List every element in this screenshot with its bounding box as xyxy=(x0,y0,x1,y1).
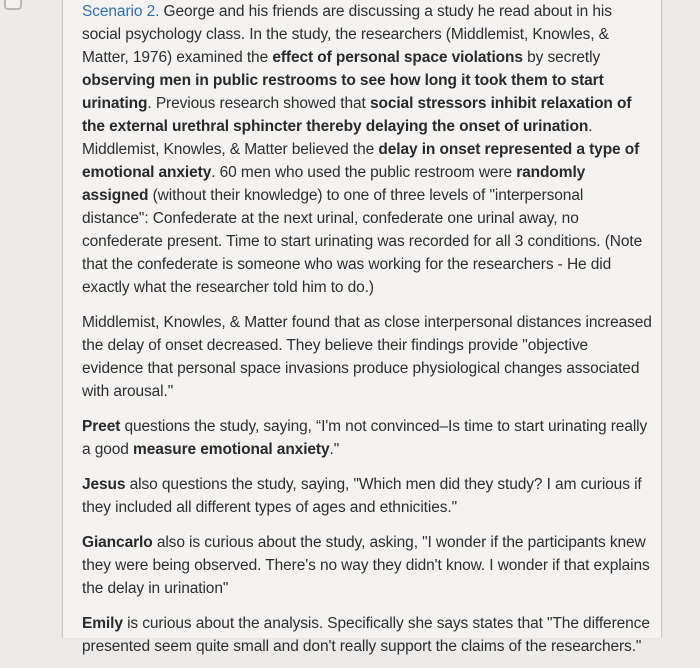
findings-paragraph: Middlemist, Knowles, & Matter found that as close interpersonal distances increased the delay of onset decreased. They believe their findings provide "objective evidence that personal space invasions produce physiological changes associated with arousal." xyxy=(82,314,652,400)
document-card xyxy=(62,0,662,655)
scenario-text-1: George and his friends are discussing a study he read about in his social psychology class. In the study, the researchers (Middlemist, Knowles, & Matter, 1976) examined the xyxy=(82,3,612,66)
scenario-bold-5: randomly assigned xyxy=(82,164,586,204)
commenter-name: Giancarlo xyxy=(82,534,153,551)
comment-text: questions the study, saying, “I'm not convinced–Is time to start urinating really a good xyxy=(82,418,648,458)
comment-emily xyxy=(82,612,652,658)
commenter-name: Jesus xyxy=(82,476,126,493)
comment-text: also questions the study, saying, "Which men did they study? I am curious if they included all different types of ages and ethnicities." xyxy=(82,476,642,516)
corner-checkbox-icon xyxy=(4,0,22,10)
comment-jesus xyxy=(82,473,652,519)
commenter-name: Emily xyxy=(82,615,123,632)
scenario-bold-1: effect of personal space violations xyxy=(272,49,523,66)
comment-text: is curious about the analysis. Specifically she says states that "The difference presented seem quite small and don't really support the claims of the researchers." xyxy=(82,615,650,655)
scenario-heading: Scenario 2. xyxy=(82,3,160,20)
comment-text-end: ." xyxy=(329,441,340,458)
scenario-text-4: . Middlemist, Knowles, & Matter believed the xyxy=(82,118,593,158)
scenario-bold-3: social stressors inhibit relaxation of the external urethral sphincter thereby delaying the onset of urination xyxy=(82,95,632,135)
scenario-text-3: . Previous research showed that xyxy=(147,95,370,112)
scenario-text-2: by secretly xyxy=(522,49,601,66)
scenario-text-6: (without their knowledge) to one of three levels of "interpersonal distance": Confederate at the next urinal, confederate one urinal away, no confederate present. Time to start urinating was recorded for all 3 conditions. (Note that the confederate is someone who was working for the researchers - He did exactly what the researcher told him to do.) xyxy=(82,187,643,296)
scenario-bold-2: observing men in public restrooms to see how long it took them to start urinating xyxy=(82,72,604,112)
commenter-name: Preet xyxy=(82,418,121,435)
document-content xyxy=(82,0,652,668)
comment-bold: measure emotional anxiety xyxy=(133,441,330,458)
scenario-text-5: . 60 men who used the public restroom were xyxy=(211,164,517,181)
comment-preet xyxy=(82,415,652,461)
scenario-paragraph xyxy=(82,0,652,299)
comment-giancarlo xyxy=(82,531,652,600)
comment-text: also is curious about the study, asking, "I wonder if the participants knew they were being observed. There's no way they didn't know. I wonder if that explains the delay in urination" xyxy=(82,534,650,597)
scenario-bold-4: delay in onset represented a type of emotional anxiety xyxy=(82,141,640,181)
